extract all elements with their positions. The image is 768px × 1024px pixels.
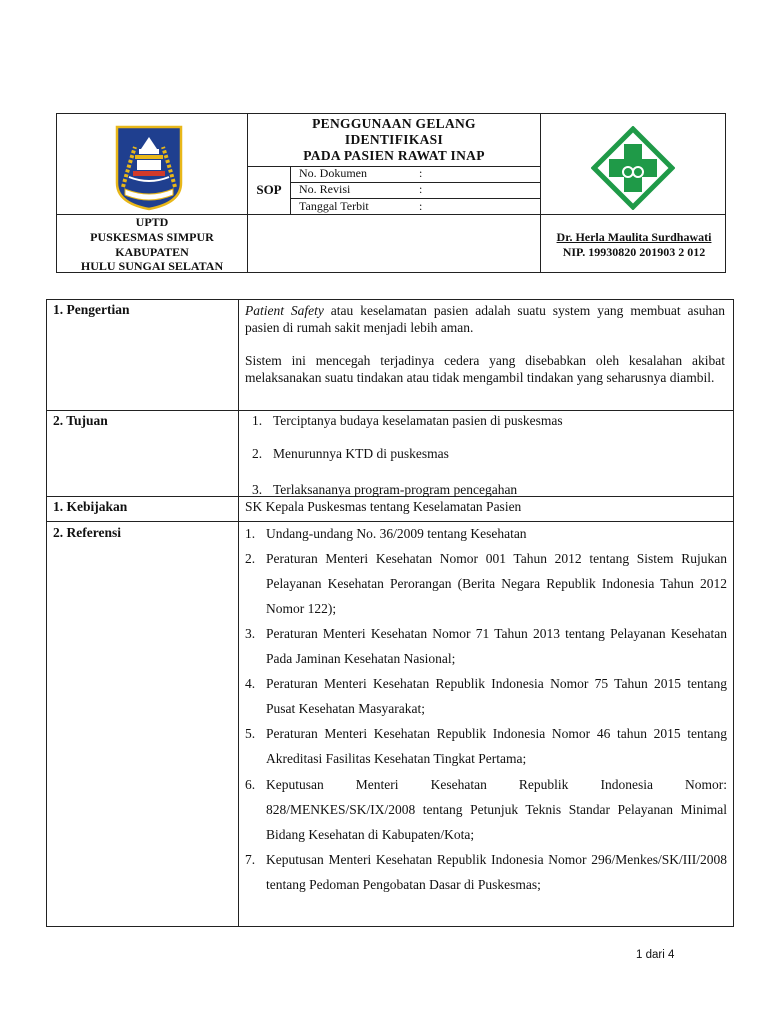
referensi-item	[245, 621, 727, 671]
sop-label: SOP	[256, 182, 282, 197]
pengertian-paragraph-1	[245, 302, 725, 336]
sop-title-line: IDENTIFIKASI	[344, 132, 444, 147]
referensi-item	[245, 847, 727, 897]
meta-value: :	[419, 199, 423, 213]
meta-label-no-dokumen: No. Dokumen	[299, 166, 367, 180]
row-divider	[47, 410, 733, 411]
tujuan-item-text: Menurunnya KTD di puskesmas	[273, 446, 449, 461]
page-number: 1 dari 4	[636, 949, 675, 961]
tujuan-item-number: 1.	[252, 413, 263, 428]
pengertian-paragraph-2: Sistem ini mencegah terjadinya cedera yang disebabkan oleh kesalahan akibat melaksanakan suatu tindakan atau tidak mengambil tindakan yang seharusnya diambil.	[245, 353, 725, 385]
org-line: HULU SUNGAI SELATAN	[80, 259, 224, 273]
meta-label-tanggal-terbit: Tanggal Terbit	[299, 199, 369, 213]
signatory-name: Dr. Herla Maulita Surdhawati	[556, 230, 712, 244]
kebijakan-text: SK Kepala Puskesmas tentang Keselamatan Pasien	[245, 499, 522, 514]
referensi-item-text: Keputusan Menteri Kesehatan Republik Indonesia Nomor: 828/MENKES/SK/IX/2008 tentang Petunjuk Teknis Standar Pelayanan Minimal Bidang Kesehatan di Kabupaten/Kota;	[266, 777, 727, 842]
referensi-item-text: Keputusan Menteri Kesehatan Republik Indonesia Nomor 296/Menkes/SK/III/2008 tentang Pedoman Pengobatan Dasar di Puskesmas;	[266, 852, 727, 892]
referensi-item	[245, 772, 727, 847]
referensi-item-number: 7.	[245, 852, 256, 867]
referensi-item-number: 5.	[245, 726, 256, 741]
org-line: PUSKESMAS SIMPUR	[90, 230, 214, 244]
sop-content-table	[46, 299, 734, 927]
referensi-item-number: 4.	[245, 676, 256, 691]
referensi-item	[245, 721, 727, 771]
signatory-nip: NIP. 19930820 201903 2 012	[562, 245, 706, 259]
referensi-item-number: 6.	[245, 777, 256, 792]
sop-title-line: PADA PASIEN RAWAT INAP	[303, 148, 485, 163]
section-label-kebijakan: 1. Kebijakan	[53, 499, 128, 514]
referensi-item-text: Peraturan Menteri Kesehatan Republik Indonesia Nomor 46 tahun 2015 tentang Akreditasi Fasilitas Kesehatan Tingkat Pertama;	[266, 726, 727, 766]
document-header-table	[56, 113, 726, 273]
referensi-item-text: Peraturan Menteri Kesehatan Nomor 71 Tahun 2013 tentang Pelayanan Kesehatan Pada Jaminan Kesehatan Nasional;	[266, 626, 727, 666]
header-divider	[290, 166, 291, 214]
referensi-item-number: 1.	[245, 526, 256, 541]
puskesmas-logo-icon	[591, 126, 675, 210]
referensi-item	[245, 546, 727, 621]
sop-title-line: PENGGUNAAN GELANG	[312, 116, 476, 131]
column-divider	[238, 300, 239, 926]
section-label-pengertian: 1. Pengertian	[53, 302, 130, 317]
tujuan-item-text: Terlaksananya program-program pencegahan	[273, 482, 518, 497]
org-line: UPTD	[135, 215, 169, 229]
referensi-item-number: 2.	[245, 551, 256, 566]
tujuan-item-number: 3.	[252, 482, 263, 497]
tujuan-item-text: Terciptanya budaya keselamatan pasien di puskesmas	[273, 413, 563, 428]
section-label-tujuan: 2. Tujuan	[53, 413, 108, 428]
org-line: KABUPATEN	[115, 245, 189, 259]
pengertian-paragraph-1-text: atau keselamatan pasien adalah suatu system yang membuat asuhan pasien di rumah sakit menjadi lebih aman.	[245, 303, 725, 335]
referensi-item	[245, 521, 727, 546]
section-label-referensi: 2. Referensi	[53, 525, 121, 540]
meta-label-no-revisi: No. Revisi	[299, 182, 351, 196]
meta-value: :	[419, 166, 423, 180]
header-divider	[248, 166, 540, 167]
referensi-item-text: Undang-undang No. 36/2009 tentang Kesehatan	[266, 526, 527, 541]
referensi-item	[245, 671, 727, 721]
meta-value: :	[419, 182, 423, 196]
tujuan-item-number: 2.	[252, 446, 263, 461]
regency-emblem-icon	[115, 125, 183, 211]
patient-safety-term: Patient Safety	[245, 303, 324, 318]
referensi-item-text: Peraturan Menteri Kesehatan Republik Indonesia Nomor 75 Tahun 2015 tentang Pusat Kesehatan Masyarakat;	[266, 676, 727, 716]
referensi-item-text: Peraturan Menteri Kesehatan Nomor 001 Tahun 2012 tentang Sistem Rujukan Pelayanan Kesehatan Perorangan (Berita Negara Republik Indonesia Tahun 2012 Nomor 122);	[266, 551, 727, 616]
referensi-item-number: 3.	[245, 626, 256, 641]
